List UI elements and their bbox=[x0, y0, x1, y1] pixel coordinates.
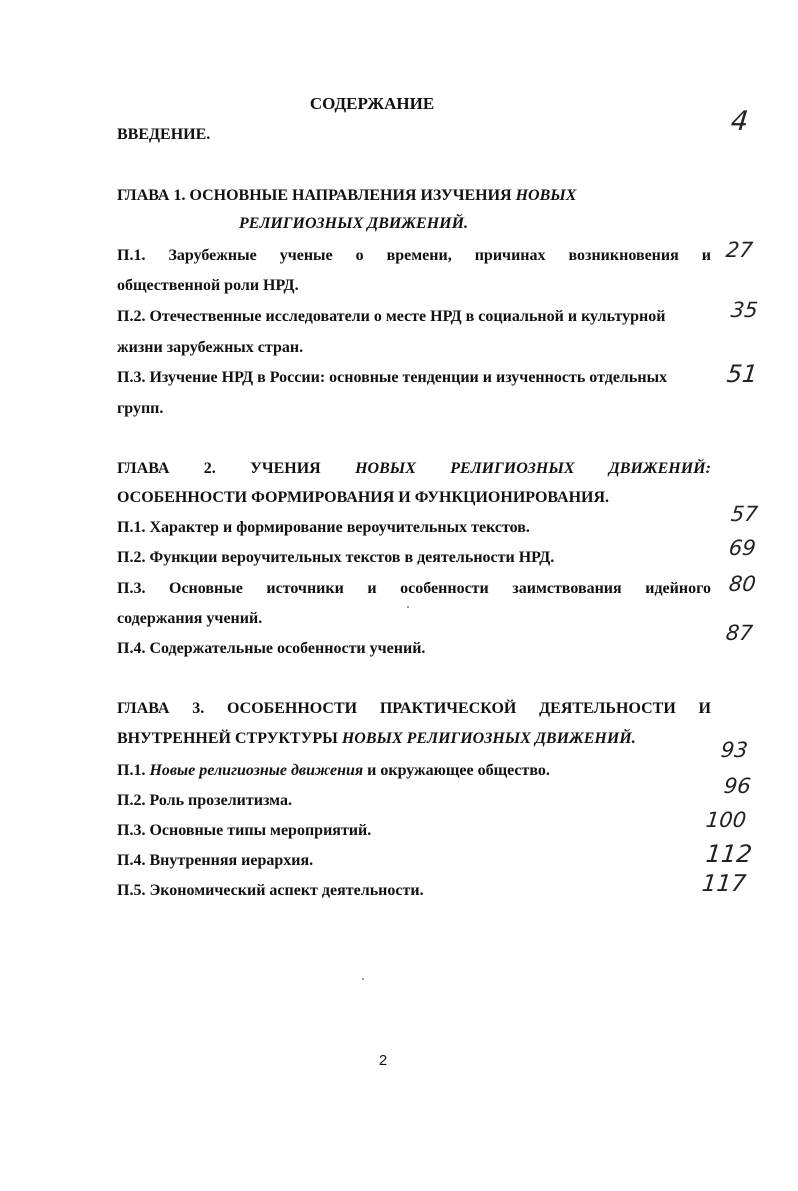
chapter-2-item-1: П.1. Характер и формирование вероучительных текстов. bbox=[117, 519, 530, 536]
chapter-1-heading: ГЛАВА 1. ОСНОВНЫЕ НАПРАВЛЕНИЯ ИЗУЧЕНИЯ НОВЫХ bbox=[117, 187, 577, 204]
chapter-2-item-4: П.4. Содержательные особенности учений. bbox=[117, 640, 426, 657]
chapter-3-item-3: П.3. Основные типы мероприятий. bbox=[117, 822, 372, 839]
chapter-1-item-3-line1: П.3. Изучение НРД в России: основные тенденции и изученность отдельных bbox=[117, 369, 668, 386]
scan-speck bbox=[362, 978, 364, 980]
chapter-2-item-2: П.2. Функции вероучительных текстов в деятельности НРД. bbox=[117, 549, 555, 566]
chapter-2-item-2-page: 69 bbox=[727, 536, 757, 560]
chapter-2-item-4-page: 87 bbox=[724, 621, 754, 645]
chapter-3-item-1-page: 93 bbox=[719, 738, 749, 762]
chapter-1-item-2-page: 35 bbox=[729, 298, 759, 322]
scan-speck bbox=[407, 606, 409, 608]
chapter-1-item-1-line2: общественной роли НРД. bbox=[117, 277, 299, 294]
intro-page-number: 4 bbox=[729, 106, 750, 137]
chapter-2-item-3-line2: содержания учений. bbox=[117, 610, 263, 627]
page-number: 2 bbox=[378, 1052, 388, 1069]
chapter-3-item-2-page: 96 bbox=[722, 774, 752, 798]
chapter-3-item-5-page: 117 bbox=[700, 871, 748, 897]
intro-label: ВВЕДЕНИЕ. bbox=[117, 126, 211, 143]
chapter-1-item-2-line2: жизни зарубежных стран. bbox=[117, 339, 304, 356]
chapter-3-item-2: П.2. Роль прозелитизма. bbox=[117, 792, 292, 809]
chapter-3-heading-line2: ВНУТРЕННЕЙ СТРУКТУРЫ НОВЫХ РЕЛИГИОЗНЫХ ДВИЖЕНИЙ. bbox=[117, 730, 636, 747]
chapter-1-item-3-page: 51 bbox=[725, 360, 760, 388]
chapter-3-item-4: П.4. Внутренняя иерархия. bbox=[117, 852, 314, 869]
chapter-2-heading-line2: ОСОБЕННОСТИ ФОРМИРОВАНИЯ И ФУНКЦИОНИРОВАНИЯ. bbox=[117, 489, 610, 506]
chapter-1-item-2-line1: П.2. Отечественные исследователи о месте НРД в социальной и культурной bbox=[117, 308, 666, 325]
chapter-1-item-1-page: 27 bbox=[724, 238, 754, 262]
chapter-3-item-5: П.5. Экономический аспект деятельности. bbox=[117, 882, 424, 899]
chapter-2-item-3-line1: П.3. Основные источники и особенности заимствования идейного bbox=[117, 580, 711, 597]
chapter-1-heading-line2: РЕЛИГИОЗНЫХ ДВИЖЕНИЙ. bbox=[239, 215, 469, 232]
chapter-1-item-1-line1: П.1. Зарубежные ученые о времени, причинах возникновения и bbox=[117, 247, 711, 264]
chapter-2-heading-line1: ГЛАВА 2. УЧЕНИЯ НОВЫХ РЕЛИГИОЗНЫХ ДВИЖЕНИЙ: bbox=[117, 460, 711, 477]
chapter-2-item-1-page: 57 bbox=[729, 502, 759, 526]
chapter-3-heading-line1: ГЛАВА 3. ОСОБЕННОСТИ ПРАКТИЧЕСКОЙ ДЕЯТЕЛЬНОСТИ И bbox=[117, 700, 711, 717]
page-title: СОДЕРЖАНИЕ bbox=[309, 94, 435, 113]
chapter-3-item-4-page: 112 bbox=[704, 840, 754, 868]
chapter-3-item-3-page: 100 bbox=[704, 808, 748, 832]
chapter-2-item-3-page: 80 bbox=[727, 572, 757, 596]
chapter-3-item-1: П.1. Новые религиозные движения и окружающее общество. bbox=[117, 762, 550, 779]
chapter-1-item-3-line2: групп. bbox=[117, 400, 164, 417]
